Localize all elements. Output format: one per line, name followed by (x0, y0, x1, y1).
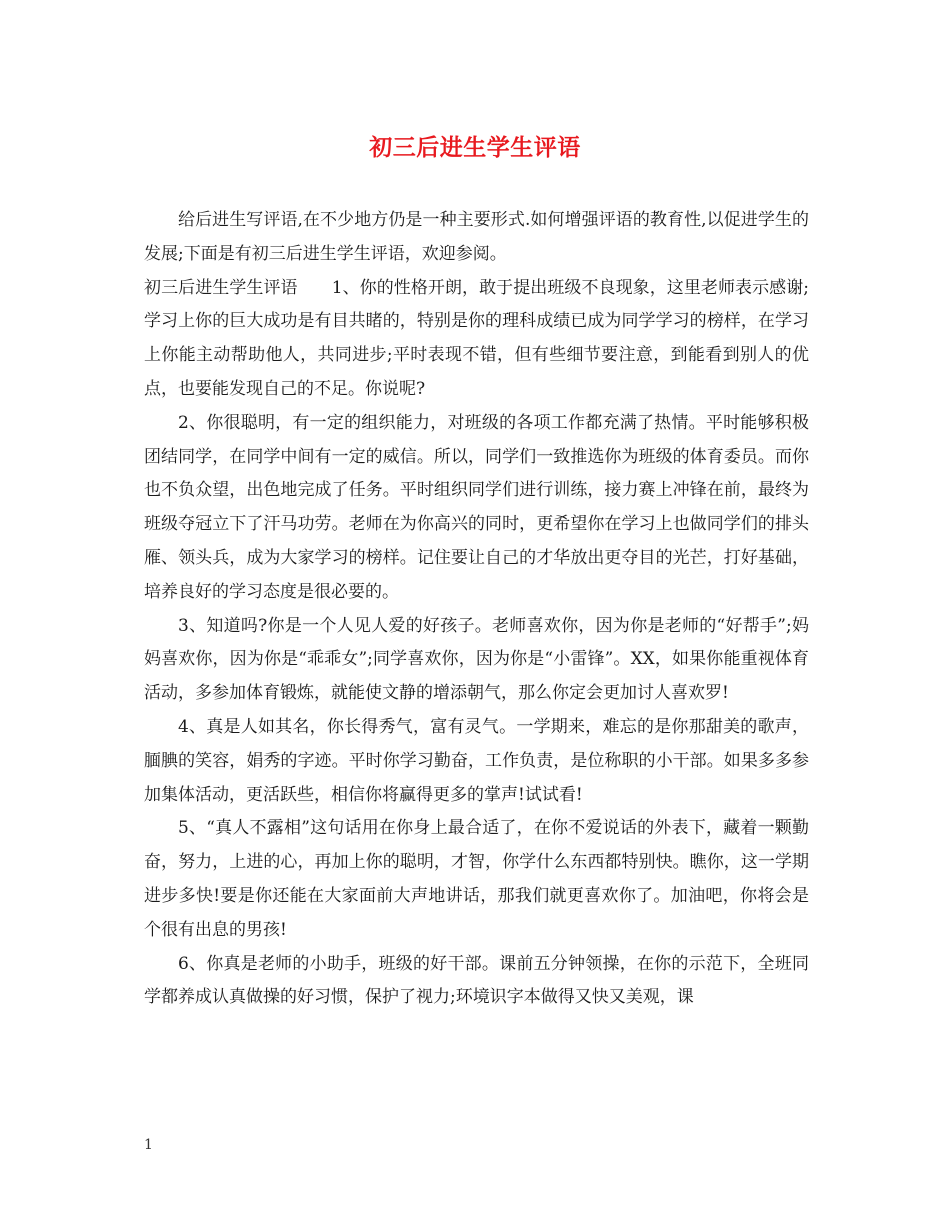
page-title: 初三后进生学生评语 (369, 134, 581, 161)
comment-paragraph-3: 3、知道吗?你是一个人见人爱的好孩子。老师喜欢你，因为你是老师的“好帮手”;妈妈喜欢你，因为你是“乖乖女”;同学喜欢你，因为你是“小雷锋”。XX，如果你能重视体育活动，多参加体育锻炼，就能使文静的增添朝气，那么你定会更加讨人喜欢罗! (144, 615, 809, 704)
intro-paragraph: 给后进生写评语,在不少地方仍是一种主要形式.如何增强评语的教育性,以促进学生的发展;下面是有初三后进生学生评语，欢迎参阅。 (144, 210, 809, 264)
comment-paragraph-1: 初三后进生学生评语 1、你的性格开朗，敢于提出班级不良现象，这里老师表示感谢;学习上你的巨大成功是有目共睹的，特别是你的理科成绩已成为同学学习的榜样，在学习上你能主动帮助他人，共同进步;平时表现不错，但有些细节要注意，到能看到别人的优点，也要能发现自己的不足。你说呢? (144, 277, 809, 399)
comment-paragraph-6: 6、你真是老师的小助手，班级的好干部。课前五分钟领操，在你的示范下，全班同学都养成认真做操的好习惯，保护了视力;环境识字本做得又快又美观，课 (144, 953, 809, 1008)
page-number: 1 (144, 1137, 153, 1153)
comment-paragraph-5: 5、“真人不露相”这句话用在你身上最合适了，在你不爱说话的外表下，藏着一颗勤奋，努力，上进的心，再加上你的聪明，才智，你学什么东西都特别快。瞧你，这一学期进步多快!要是你还能在大家面前大声地讲话，那我们就更喜欢你了。加油吧，你将会是个很有出息的男孩! (144, 818, 809, 940)
comment-paragraph-4: 4、真是人如其名，你长得秀气，富有灵气。一学期来，难忘的是你那甜美的歌声，腼腆的笑容，娟秀的字迹。平时你学习勤奋，工作负责，是位称职的小干部。如果多多参加集体活动，更活跃些，相信你将赢得更多的掌声!试试看! (144, 716, 809, 805)
document-body (144, 204, 809, 1015)
comment-paragraph-2: 2、你很聪明，有一定的组织能力，对班级的各项工作都充满了热情。平时能够积极团结同学，在同学中间有一定的威信。所以，同学们一致推选你为班级的体育委员。而你也不负众望，出色地完成了任务。平时组织同学们进行训练，接力赛上冲锋在前，最终为班级夺冠立下了汗马功劳。老师在为你高兴的同时，更希望你在学习上也做同学们的排头雁、领头兵，成为大家学习的榜样。记住要让自己的才华放出更夺目的光芒，打好基础，培养良好的学习态度是很必要的。 (144, 412, 809, 602)
